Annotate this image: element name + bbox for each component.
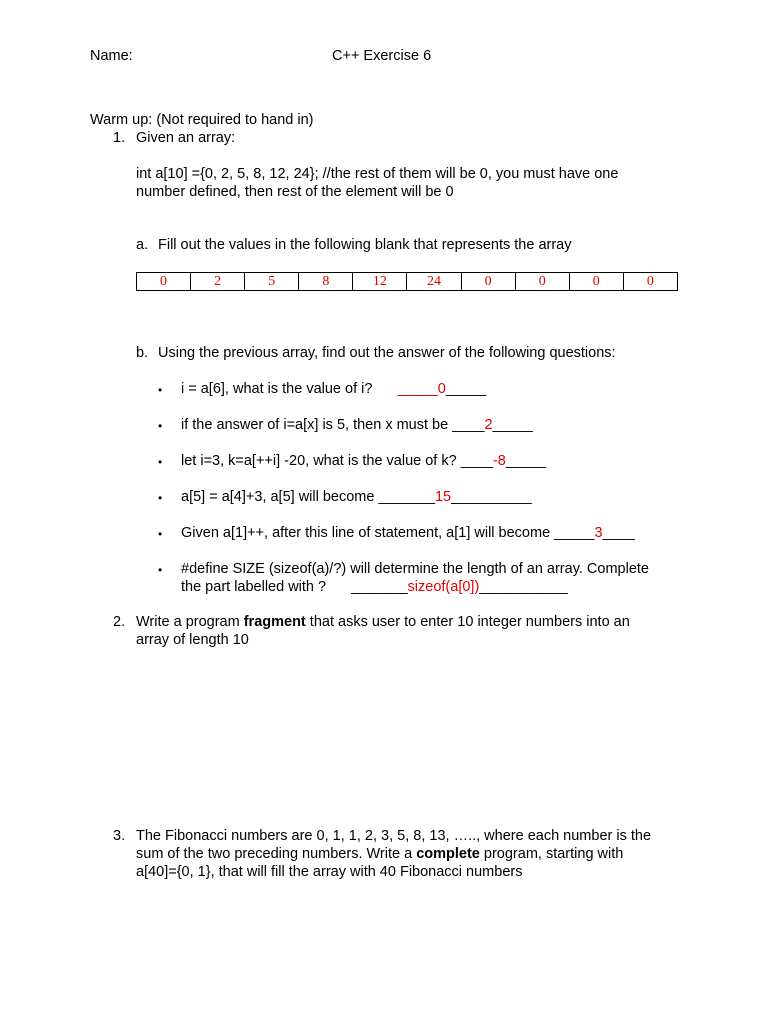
question-number: 3. [113,828,126,844]
bullet-question [181,380,486,398]
answer-blank: __________ [451,489,532,505]
part-a-text: Fill out the values in the following blank that represents the array [158,237,572,253]
q3-bold-text: complete [416,846,480,862]
array-cell: 5 [245,273,299,291]
answer-blank: _____ [505,453,547,469]
answer-blank: ___________ [479,579,568,595]
answer-blank: _____ [397,381,438,397]
array-cell: 0 [461,273,515,291]
array-cell: 8 [299,273,353,291]
question-text: i = a[6], what is the value of i? [181,381,373,397]
question-text: if the answer of i=a[x] is 5, then x must be [181,417,453,433]
answer-blank: _____ [445,381,487,397]
array-cell: 0 [515,273,569,291]
q3-text: sum of the two preceding numbers. Write a [136,846,417,862]
part-letter: b. [136,345,149,361]
bullet-question [181,524,635,542]
bullet-icon: • [158,491,163,505]
q3-line: The Fibonacci numbers are 0, 1, 1, 2, 3, 5, 8, 13, ….., where each number is the [136,828,652,844]
question-text: let i=3, k=a[++i] -20, what is the value of k? [181,453,461,469]
question-text: the part labelled with ? [181,579,327,595]
warmup-heading: Warm up: (Not required to hand in) [90,112,314,128]
q3-line [136,845,623,863]
q1-code-line: number defined, then rest of the element will be 0 [136,184,454,200]
q1-intro: Given an array: [136,130,236,146]
answer-blank: ____ [452,417,485,433]
name-label: Name: [90,48,133,64]
page-title: C++ Exercise 6 [332,48,432,64]
array-cell: 12 [353,273,407,291]
bullet-question [181,488,532,506]
answer-value: 0 [437,381,446,397]
q1-code-line: int a[10] ={0, 2, 5, 8, 12, 24}; //the rest of them will be 0, you must have one [136,166,619,182]
bullet-icon: • [158,419,163,433]
part-b-text: Using the previous array, find out the answer of the following questions: [158,345,616,361]
q2-bold-text: fragment [243,614,306,630]
answer-value: 15 [434,489,452,505]
answer-blank: _______ [378,489,435,505]
answer-blank: _____ [554,525,595,541]
answer-blank: _______ [351,579,408,595]
question-text: a[5] = a[4]+3, a[5] will become [181,489,379,505]
bullet-icon: • [158,383,163,397]
array-cell: 24 [407,273,461,291]
q2-text: Write a program [136,614,244,630]
question-text: Given a[1]++, after this line of statement, a[1] will become [181,525,555,541]
q2-line: array of length 10 [136,632,249,648]
bullet-icon: • [158,455,163,469]
question-number: 1. [113,130,126,146]
bullet-question [181,416,533,434]
part-letter: a. [136,237,149,253]
q3-line: a[40]={0, 1}, that will fill the array with 40 Fibonacci numbers [136,864,523,880]
bullet-icon: • [158,563,163,577]
array-cell: 0 [137,273,191,291]
answer-value: 2 [484,417,493,433]
array-table [136,272,678,291]
question-text: #define SIZE (sizeof(a)/?) will determine the length of an array. Complete [181,561,649,577]
answer-blank: ____ [460,453,493,469]
question-number: 2. [113,614,126,630]
answer-value: sizeof(a[0]) [407,579,480,595]
answer-value: 3 [594,525,603,541]
q2-text: that asks user to enter 10 integer numbers into an [305,614,630,630]
array-cell: 2 [191,273,245,291]
answer-value: -8 [492,453,506,469]
answer-blank: ____ [602,525,635,541]
q2-line [136,613,630,631]
array-cell: 0 [623,273,677,291]
bullet-question [181,578,568,596]
answer-blank: _____ [492,417,533,433]
bullet-question [181,452,546,470]
array-cell: 0 [569,273,623,291]
bullet-icon: • [158,527,163,541]
q3-text: program, starting with [479,846,624,862]
